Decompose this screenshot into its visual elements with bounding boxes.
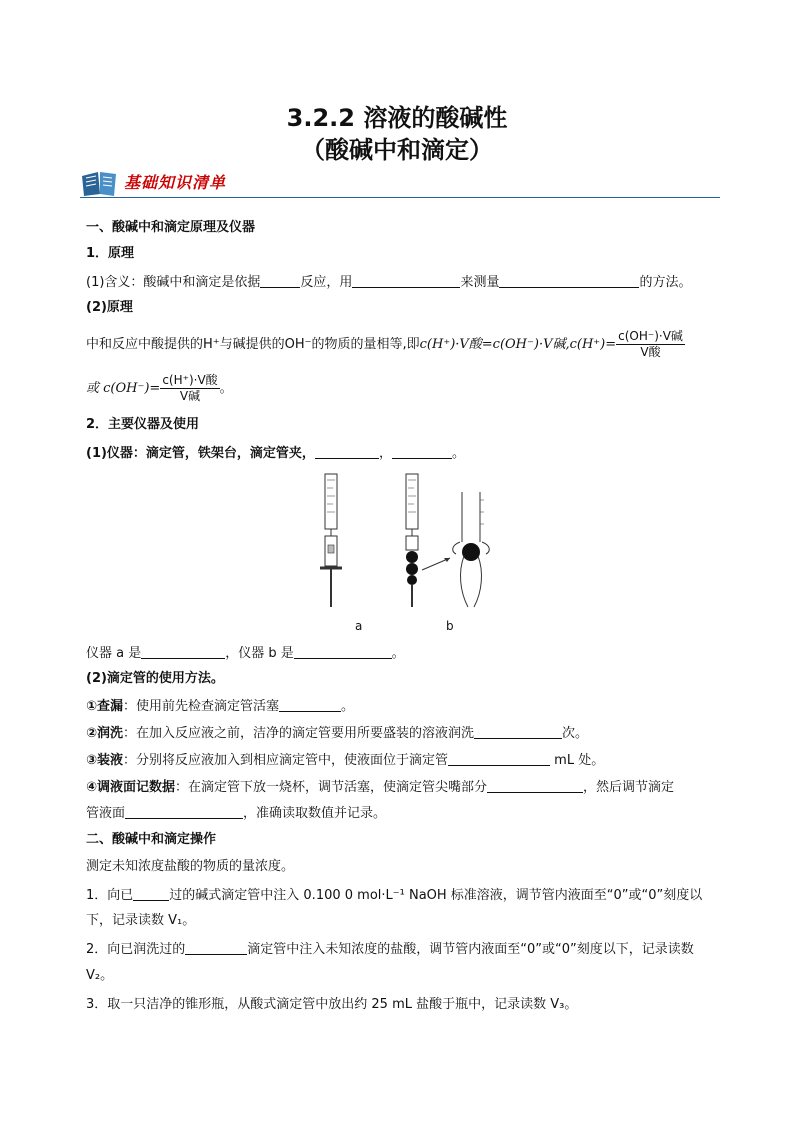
step-1-text-b: 过的碱式滴定管中注入 0.100 0 mol·L⁻¹ NaOH 标准溶液，调节管内液面至“0”或“0”刻度以	[169, 888, 703, 903]
banner-label: 基础知识清单	[124, 173, 227, 192]
instrument-ab-end: 。	[391, 646, 405, 661]
def-text-d: 的方法。	[639, 275, 692, 290]
instrument-ab-line	[86, 644, 405, 663]
figure-label-b: b	[446, 619, 454, 633]
usage-2-end: 次。	[562, 726, 589, 741]
burette-figure	[300, 472, 500, 637]
fraction-2-numerator: c(H⁺)·V酸	[162, 373, 218, 387]
page-subtitle: （酸碱中和滴定）	[301, 136, 493, 164]
operation-step-1	[86, 886, 702, 905]
page-title: 3.2.2 溶液的酸碱性	[286, 104, 508, 132]
blank-usage-1	[279, 697, 341, 712]
blank-usage-4a	[487, 778, 583, 793]
principle-equation-2	[86, 373, 233, 404]
blank-step-1	[133, 886, 169, 901]
book-icon	[80, 168, 120, 198]
blank-unknown	[499, 273, 639, 288]
usage-2-label: ②润洗	[86, 726, 124, 741]
section-banner	[80, 166, 720, 200]
instruments-line	[86, 444, 465, 463]
blank-step-2	[185, 940, 247, 955]
instrument-b-text: ，仪器 b 是	[225, 646, 294, 661]
fraction-1-numerator: c(OH⁻)·V碱	[618, 329, 683, 343]
step-2-text-b: 滴定管中注入未知浓度的盐酸，调节管内液面至“0”或“0”刻度以下，记录读数	[247, 942, 694, 957]
instruments-sep: ，	[378, 446, 392, 461]
blank-usage-3	[448, 751, 550, 766]
instruments-end: 。	[451, 446, 465, 461]
fraction-1	[616, 329, 685, 360]
usage-step-3	[86, 751, 604, 770]
instruments-heading: 2．主要仪器及使用	[86, 417, 200, 432]
instrument-a-text: 仪器 a 是	[86, 646, 142, 661]
step-1-text-a: 1．向已	[86, 888, 134, 903]
blank-reaction	[260, 273, 300, 288]
usage-3-text: ：分别将反应液加入到相应滴定管中，使液面位于滴定管	[123, 753, 449, 768]
usage-3-end: mL 处。	[550, 753, 605, 768]
def-text-a: (1)含义：酸碱中和滴定是依据	[86, 275, 261, 290]
operation-step-3: 3．取一只洁净的锥形瓶，从酸式滴定管中放出约 25 mL 盐酸于瓶中，记录读数 V₃。	[86, 997, 578, 1012]
blank-usage-4b	[125, 804, 243, 819]
equation-2-prefix: 或 c(OH⁻)=	[86, 381, 161, 396]
def-text-c: 来测量	[460, 275, 500, 290]
section2-intro: 测定未知浓度盐酸的物质的量浓度。	[86, 859, 295, 874]
usage-step-4-cont	[86, 804, 386, 823]
fraction-2	[160, 373, 219, 404]
usage-step-2	[86, 724, 588, 743]
usage-4-label: ④调液面记数据	[86, 780, 176, 795]
blank-instrument-2	[392, 444, 452, 459]
blank-instrument-1	[315, 444, 379, 459]
operation-step-1-cont: 下，记录读数 V₁。	[86, 913, 196, 928]
banner-divider	[80, 197, 720, 198]
usage-4-text-c: 管液面	[86, 806, 126, 821]
equation-1: c(H⁺)·V酸=c(OH⁻)·V碱,c(H⁺)=	[419, 337, 617, 352]
usage-step-4	[86, 778, 674, 797]
equation-2-suffix: 。	[219, 381, 233, 396]
usage-4-end: ，准确读取数值并记录。	[243, 806, 387, 821]
usage-4-text: ：在滴定管下放一烧杯，调节活塞，使滴定管尖嘴部分	[175, 780, 488, 795]
figure-label-a: a	[355, 619, 363, 633]
usage-step-1	[86, 697, 354, 716]
principle-heading: 1．原理	[86, 246, 135, 261]
usage-1-end: 。	[341, 699, 355, 714]
usage-heading: (2)滴定管的使用方法。	[86, 671, 224, 686]
blank-instrument-a	[141, 644, 225, 659]
definition-line	[86, 273, 691, 292]
def-text-b: 反应，用	[300, 275, 353, 290]
instruments-text: (1)仪器：滴定管，铁架台，滴定管夹，	[86, 446, 315, 461]
blank-instrument-b	[294, 644, 392, 659]
usage-2-text: ：在加入反应液之前，洁净的滴定管要用所要盛装的溶液润洗	[123, 726, 475, 741]
usage-1-label: ①查漏	[86, 699, 124, 714]
principle-text: 中和反应中酸提供的H⁺与碱提供的OH⁻的物质的量相等,即	[86, 337, 420, 352]
burette-b-icon	[406, 474, 450, 607]
burette-a-icon	[320, 474, 342, 607]
usage-3-label: ③装液	[86, 753, 124, 768]
section1-heading: 一、酸碱中和滴定原理及仪器	[86, 220, 256, 235]
blank-known	[352, 273, 460, 288]
blank-usage-2	[474, 724, 562, 739]
fraction-2-denominator: V碱	[179, 389, 201, 403]
usage-1-text: ：使用前先检查滴定管活塞	[123, 699, 280, 714]
step-2-text-a: 2．向已润洗过的	[86, 942, 186, 957]
pinch-valve-detail-icon	[453, 492, 490, 607]
operation-step-2	[86, 940, 694, 959]
usage-4-text-b: ，然后调节滴定	[583, 780, 675, 795]
operation-step-2-cont: V₂。	[86, 968, 114, 983]
principle-equation-1	[86, 329, 685, 360]
section2-heading: 二、酸碱中和滴定操作	[86, 832, 217, 847]
fraction-1-denominator: V酸	[640, 345, 661, 359]
principle-sub-heading: (2)原理	[86, 300, 133, 315]
